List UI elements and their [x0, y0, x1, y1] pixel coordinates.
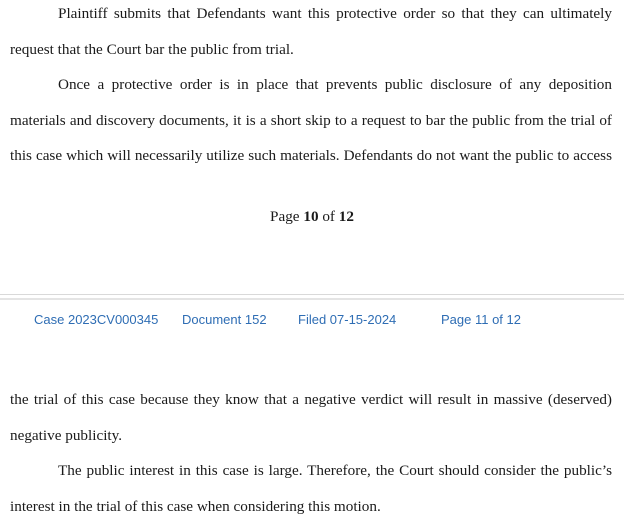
- page-of: of: [322, 208, 335, 225]
- text-line: request that the Court bar the public from trial.: [10, 32, 612, 68]
- text-line: this case which will necessarily utilize such materials. Defendants do not want the public to access: [10, 138, 612, 174]
- filed-date: Filed 07-15-2024: [298, 312, 396, 327]
- text-line: Plaintiff submits that Defendants want this protective order so that they can ultimately: [10, 0, 612, 32]
- page-label: Page: [270, 208, 300, 225]
- page-footer: [0, 208, 624, 226]
- page-break-divider: [0, 294, 624, 295]
- text-line: materials and discovery documents, it is a short skip to a request to bar the public from the trial of: [10, 103, 612, 139]
- document-number: Document 152: [182, 312, 267, 327]
- page-indicator: Page 11 of 12: [441, 312, 521, 327]
- text-line: The public interest in this case is large. Therefore, the Court should consider the public’s: [10, 453, 612, 489]
- text-line: interest in the trial of this case when considering this motion.: [10, 489, 612, 524]
- text-line: negative publicity.: [10, 418, 612, 454]
- paragraph-protective-order-purpose: [10, 0, 612, 67]
- case-number: Case 2023CV000345: [34, 312, 158, 327]
- page-total: 12: [339, 208, 354, 225]
- text-line: Once a protective order is in place that prevents public disclosure of any deposition: [10, 67, 612, 103]
- text-line: the trial of this case because they know that a negative verdict will result in massive (deserved): [10, 382, 612, 418]
- paragraph-negative-verdict: [10, 382, 612, 453]
- paragraph-short-skip: [10, 67, 612, 174]
- paragraph-public-interest: [10, 453, 612, 524]
- page-break-divider: [0, 298, 624, 300]
- page-current: 10: [303, 208, 318, 225]
